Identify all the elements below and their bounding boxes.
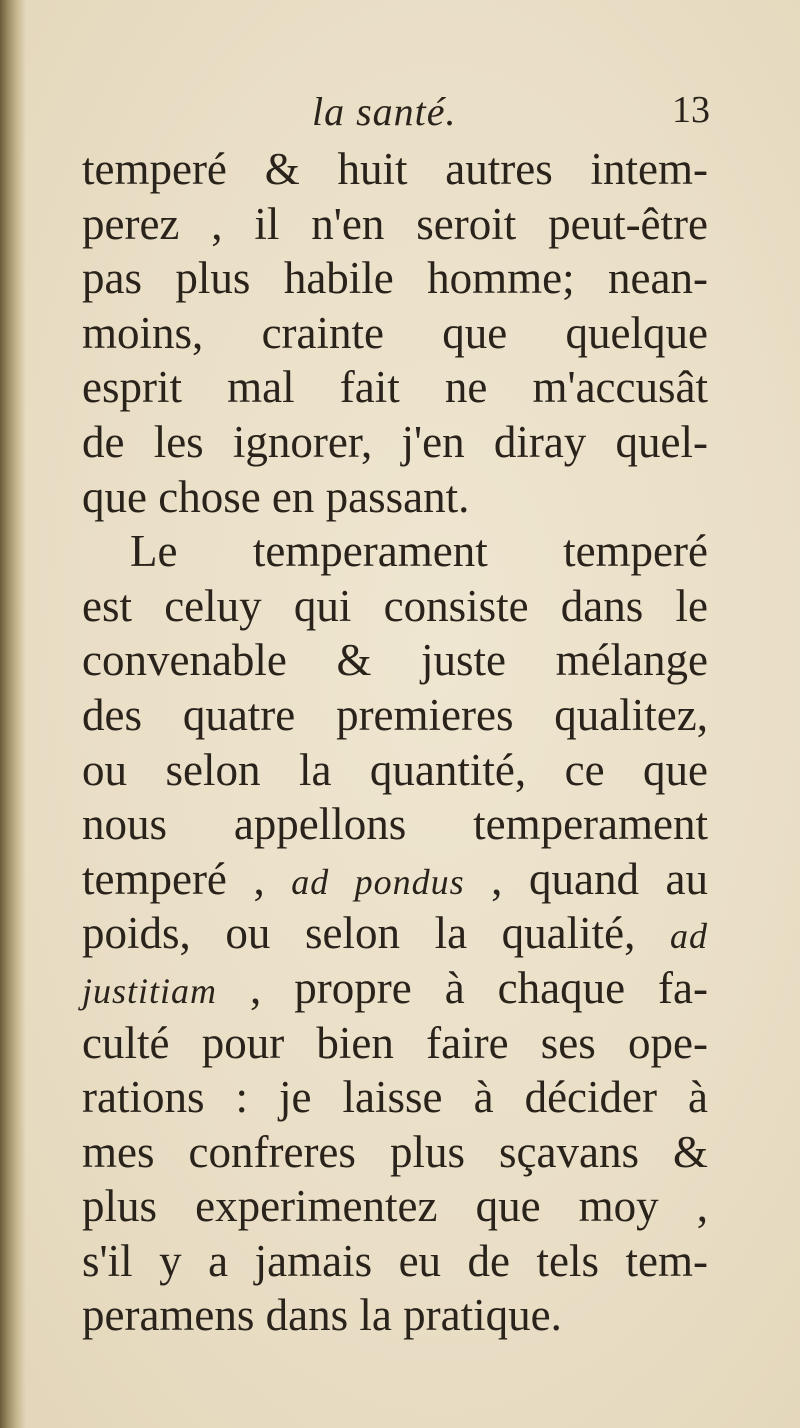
body-text xyxy=(82,142,708,1343)
text-segment: Le temperament temperé xyxy=(130,526,708,577)
text-line xyxy=(82,579,708,634)
text-line xyxy=(82,1125,708,1180)
text-segment: poids, ou selon la qualité, xyxy=(82,908,670,959)
text-segment: plus experimentez que moy , xyxy=(82,1181,708,1232)
text-line xyxy=(82,797,708,852)
text-line xyxy=(82,1234,708,1289)
running-title: la santé. xyxy=(312,89,457,134)
text-segment: pas plus habile homme; nean- xyxy=(82,253,708,304)
text-segment: convenable & juste mélange xyxy=(82,635,708,686)
text-line xyxy=(82,852,708,907)
text-line xyxy=(82,1070,708,1125)
text-segment: de les ignorer, j'en diray quel- xyxy=(82,416,708,467)
text-line xyxy=(82,470,708,525)
text-segment: s'il y a jamais eu de tels tem- xyxy=(82,1235,708,1286)
text-segment: , quand au xyxy=(464,853,708,904)
text-line xyxy=(82,906,708,961)
page-number: 13 xyxy=(672,89,710,131)
text-line xyxy=(82,415,708,470)
page-binding-edge xyxy=(0,0,26,1428)
text-line xyxy=(82,251,708,306)
text-segment: nous appellons temperament xyxy=(82,799,708,850)
text-segment: moins, crainte que quelque xyxy=(82,307,708,358)
text-segment: temperé , xyxy=(82,853,292,904)
italic-latin-phrase: ad pondus xyxy=(291,861,465,902)
text-line xyxy=(82,688,708,743)
text-segment: temperé & huit autres intem- xyxy=(82,144,708,194)
text-segment: rations : je laisse à décider à xyxy=(82,1072,708,1123)
text-segment: , propre à chaque fa- xyxy=(217,962,708,1013)
text-line xyxy=(82,197,708,252)
text-segment: est celuy qui consiste dans le xyxy=(82,580,708,631)
text-line xyxy=(82,142,708,197)
text-segment: esprit mal fait ne m'accusât xyxy=(82,362,708,413)
italic-latin-phrase: ad xyxy=(670,916,708,957)
text-segment: peramens dans la pratique. xyxy=(82,1290,562,1341)
text-line xyxy=(82,633,708,688)
text-line xyxy=(82,743,708,798)
text-line xyxy=(82,1179,708,1234)
text-segment: perez , il n'en seroit peut-être xyxy=(82,198,708,249)
text-line xyxy=(82,306,708,361)
page-header xyxy=(80,88,710,148)
text-segment: que chose en passant. xyxy=(82,471,470,522)
text-line xyxy=(82,1288,708,1343)
italic-latin-phrase: justitiam xyxy=(82,970,218,1011)
text-segment: mes confreres plus sçavans & xyxy=(82,1126,708,1177)
text-segment: des quatre premieres qualitez, xyxy=(82,689,708,740)
text-line xyxy=(82,961,708,1016)
text-line xyxy=(82,1016,708,1071)
text-segment: culté pour bien faire ses ope- xyxy=(82,1017,708,1068)
text-segment: ou selon la quantité, ce que xyxy=(82,744,708,795)
text-line xyxy=(82,524,708,579)
text-line xyxy=(82,360,708,415)
